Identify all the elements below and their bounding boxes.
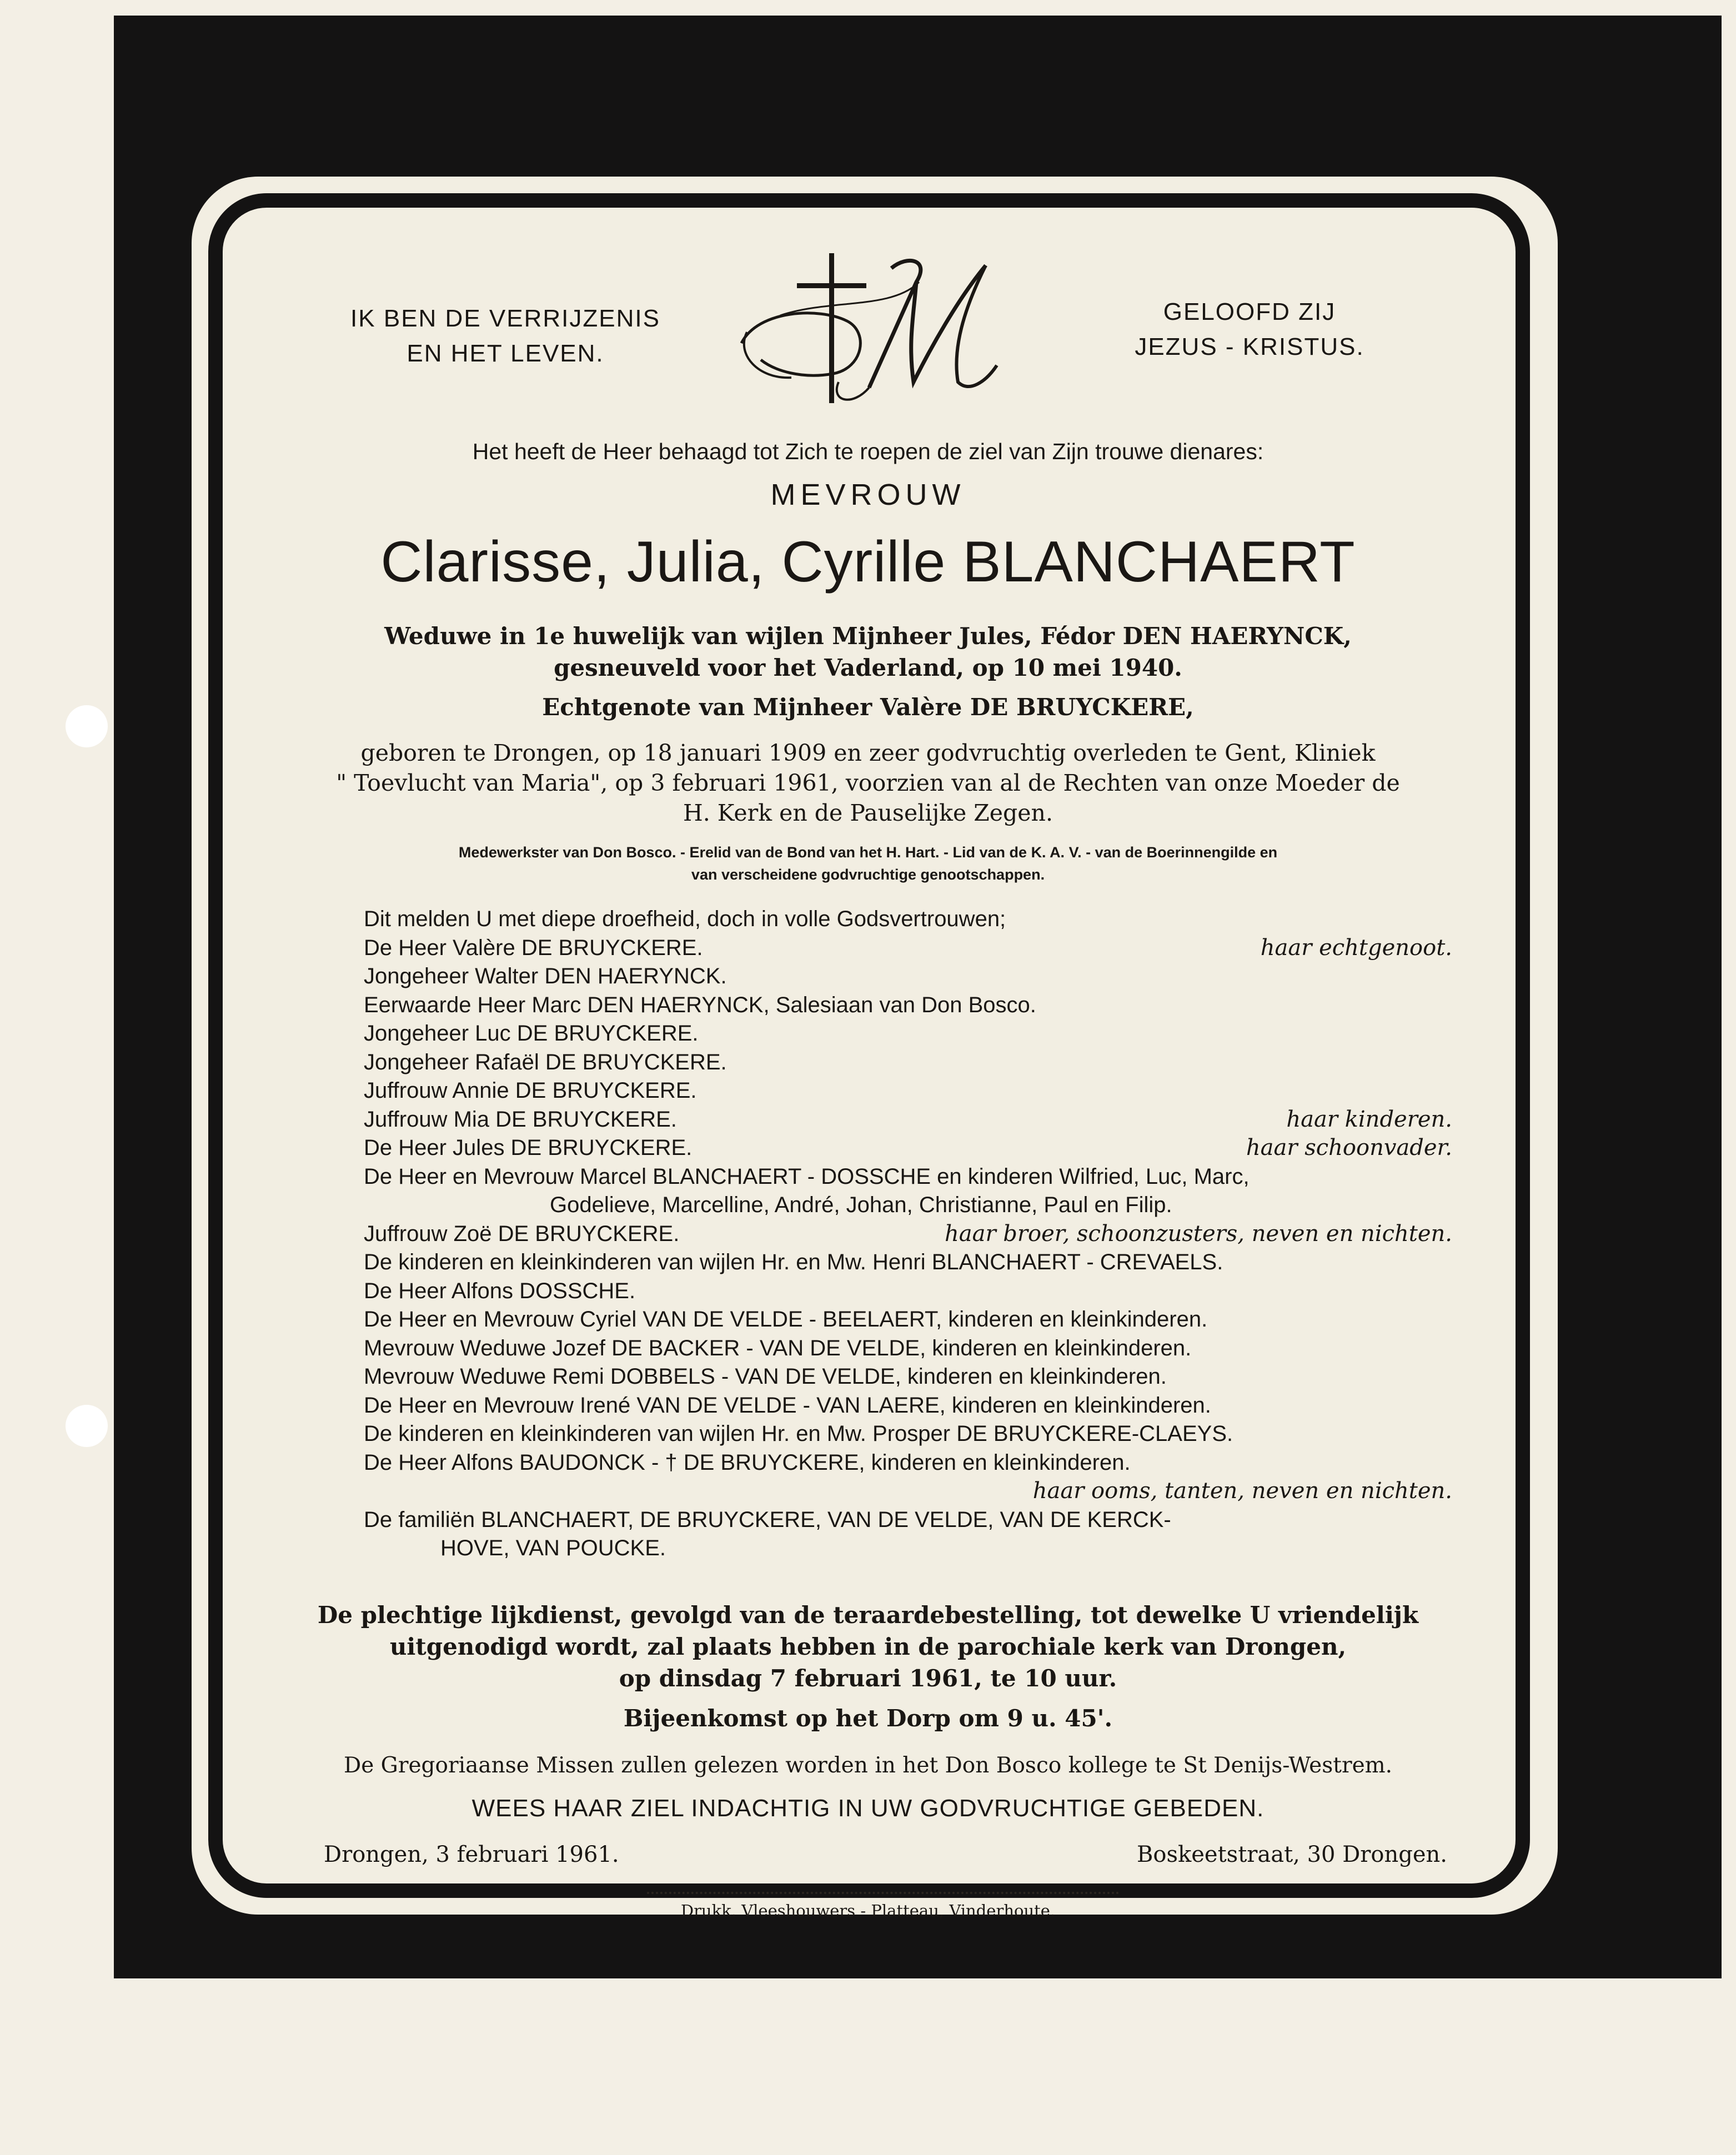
mourner-name: De familiën BLANCHAERT, DE BRUYCKERE, VAN DE VELDE, VAN DE KERCK- [364, 1507, 1171, 1532]
left-motto-line-1: IK BEN DE VERRIJZENIS [350, 305, 660, 332]
intro-sentence: Het heeft de Heer behaagd tot Zich te roepen de ziel van Zijn trouwe dienares: [472, 439, 1264, 464]
mourner-name: Jongeheer Walter DEN HAERYNCK. [364, 964, 727, 988]
list-item [364, 1191, 1452, 1220]
mourner-name: Jongeheer Rafaël DE BRUYCKERE. [364, 1049, 727, 1074]
list-item [364, 1334, 1452, 1363]
widow-statement [311, 620, 1425, 684]
right-motto-line-2: JEZUS - KRISTUS. [1135, 333, 1364, 360]
mourner-name: Juffrouw Zoë DE BRUYCKERE. [364, 1221, 680, 1246]
mourner-name: De Heer en Mevrouw Cyriel VAN DE VELDE - BEELAERT, kinderen en kleinkinderen. [364, 1307, 1208, 1332]
list-item [364, 1106, 1452, 1134]
deceased-name: Clarisse, Julia, Cyrille BLANCHAERT [380, 530, 1356, 594]
list-item [364, 991, 1452, 1020]
cross-monogram-icon [725, 249, 1030, 415]
list-item [364, 934, 1452, 963]
widow-line-1: Weduwe in 1e huwelijk van wijlen Mijnheer Jules, Fédor DEN HAERYNCK, [384, 622, 1352, 650]
service-line-1: De plechtige lijkdienst, gevolgd van de teraardebestelling, tot dewelke U vriendelijk [317, 1601, 1419, 1629]
mourner-name: Godelieve, Marcelline, André, Johan, Christianne, Paul en Filip. [550, 1193, 1172, 1217]
list-item [364, 1277, 1452, 1306]
mourners-intro: Dit melden U met diepe droefheid, doch in volle Godsvertrouwen; [364, 907, 1006, 931]
mourner-name: De kinderen en kleinkinderen van wijlen Hr. en Mw. Prosper DE BRUYCKERE-CLAEYS. [364, 1421, 1233, 1446]
honorific: MEVROUW [770, 478, 966, 511]
list-item [364, 1077, 1452, 1106]
mourner-name: Eerwaarde Heer Marc DEN HAERYNCK, Salesiaan van Don Bosco. [364, 992, 1036, 1017]
relation-note: haar schoonvader. [1246, 1135, 1452, 1161]
list-item [364, 1163, 1452, 1192]
relation-note: haar broer, schoonzusters, neven en nichten. [944, 1220, 1452, 1247]
place-date: Drongen, 3 februari 1961. [324, 1842, 619, 1867]
printer-credit: Drukk. Vleeshouwers - Platteau, Vinderhoute. [680, 1901, 1056, 1920]
service-line-3: op dinsdag 7 februari 1961, te 10 uur. [619, 1665, 1117, 1692]
right-motto-line-1: GELOOFD ZIJ [1163, 298, 1336, 325]
list-item [364, 1305, 1452, 1334]
left-motto-line-2: EN HET LEVEN. [407, 340, 604, 367]
birth-line-3: H. Kerk en de Pauselijke Zegen. [683, 800, 1053, 826]
list-item [364, 1420, 1452, 1449]
associations-line-2: van verscheidene godvruchtige genootschappen. [691, 866, 1045, 883]
meeting-point: Bijeenkomst op het Dorp om 9 u. 45'. [623, 1705, 1113, 1732]
list-item [364, 1506, 1452, 1535]
left-motto [322, 301, 689, 371]
associations-line-1: Medewerkster van Don Bosco. - Erelid van de Bond van het H. Hart. - Lid van de K. A. V. - van de Boerinnengilde en [458, 844, 1278, 861]
birth-death-details [315, 738, 1421, 828]
birth-line-1: geboren te Drongen, op 18 januari 1909 en zeer godvruchtig overleden te Gent, Kliniek [360, 740, 1376, 766]
right-motto [1066, 294, 1433, 364]
mourner-name: De Heer Alfons DOSSCHE. [364, 1278, 636, 1303]
relation-note: haar kinderen. [1286, 1106, 1452, 1132]
mourner-name: Mevrouw Weduwe Jozef DE BACKER - VAN DE VELDE, kinderen en kleinkinderen. [364, 1335, 1192, 1360]
list-item [364, 962, 1452, 991]
associations [311, 841, 1425, 886]
gregorian-masses: De Gregoriaanse Missen zullen gelezen worden in het Don Bosco kollege te St Denijs-Westrem. [343, 1753, 1393, 1778]
mourner-name: De Heer en Mevrouw Marcel BLANCHAERT - DOSSCHE en kinderen Wilfried, Luc, Marc, [364, 1164, 1250, 1189]
list-item [364, 1477, 1452, 1506]
list-item [364, 1449, 1452, 1478]
spouse-statement: Echtgenote van Mijnheer Valère DE BRUYCKERE, [542, 694, 1194, 721]
list-item [364, 1534, 1452, 1563]
list-item [364, 1220, 1452, 1249]
list-item [364, 1392, 1452, 1420]
mourners-list [364, 905, 1452, 1563]
mourner-name: Jongeheer Luc DE BRUYCKERE. [364, 1021, 699, 1046]
dotted-divider [647, 1892, 1119, 1894]
home-address: Boskeetstraat, 30 Drongen. [1137, 1842, 1447, 1867]
mourner-name: Mevrouw Weduwe Remi DOBBELS - VAN DE VELDE, kinderen en kleinkinderen. [364, 1364, 1167, 1389]
mourner-name: Juffrouw Annie DE BRUYCKERE. [364, 1078, 697, 1103]
mourner-name: De Heer Jules DE BRUYCKERE. [364, 1136, 693, 1160]
prayer-request: WEES HAAR ZIEL INDACHTIG IN UW GODVRUCHTIGE GEBEDEN. [471, 1795, 1265, 1822]
relation-note: haar ooms, tanten, neven en nichten. [1032, 1478, 1452, 1504]
widow-line-2: gesneuveld voor het Vaderland, op 10 mei 1940. [554, 654, 1182, 681]
mourner-name: De Heer Alfons BAUDONCK - † DE BRUYCKERE, kinderen en kleinkinderen. [364, 1450, 1131, 1475]
mourner-name: De kinderen en kleinkinderen van wijlen Hr. en Mw. Henri BLANCHAERT - CREVAELS. [364, 1250, 1223, 1274]
list-item [364, 1363, 1452, 1392]
birth-line-2: " Toevlucht van Maria", op 3 februari 1961, voorzien van al de Rechten van onze Moeder de [336, 770, 1400, 796]
funeral-service [311, 1599, 1425, 1694]
relation-note: haar echtgenoot. [1260, 935, 1452, 961]
mourner-name: HOVE, VAN POUCKE. [440, 1536, 666, 1560]
mourner-name: De Heer en Mevrouw Irené VAN DE VELDE - VAN LAERE, kinderen en kleinkinderen. [364, 1393, 1211, 1418]
mourner-name: De Heer Valère DE BRUYCKERE. [364, 935, 703, 960]
list-item [364, 1048, 1452, 1077]
service-line-2: uitgenodigd wordt, zal plaats hebben in de parochiale kerk van Drongen, [389, 1633, 1347, 1660]
list-item [364, 1248, 1452, 1277]
mourner-name: Juffrouw Mia DE BRUYCKERE. [364, 1107, 677, 1132]
list-item [364, 1019, 1452, 1048]
list-item [364, 1134, 1452, 1163]
